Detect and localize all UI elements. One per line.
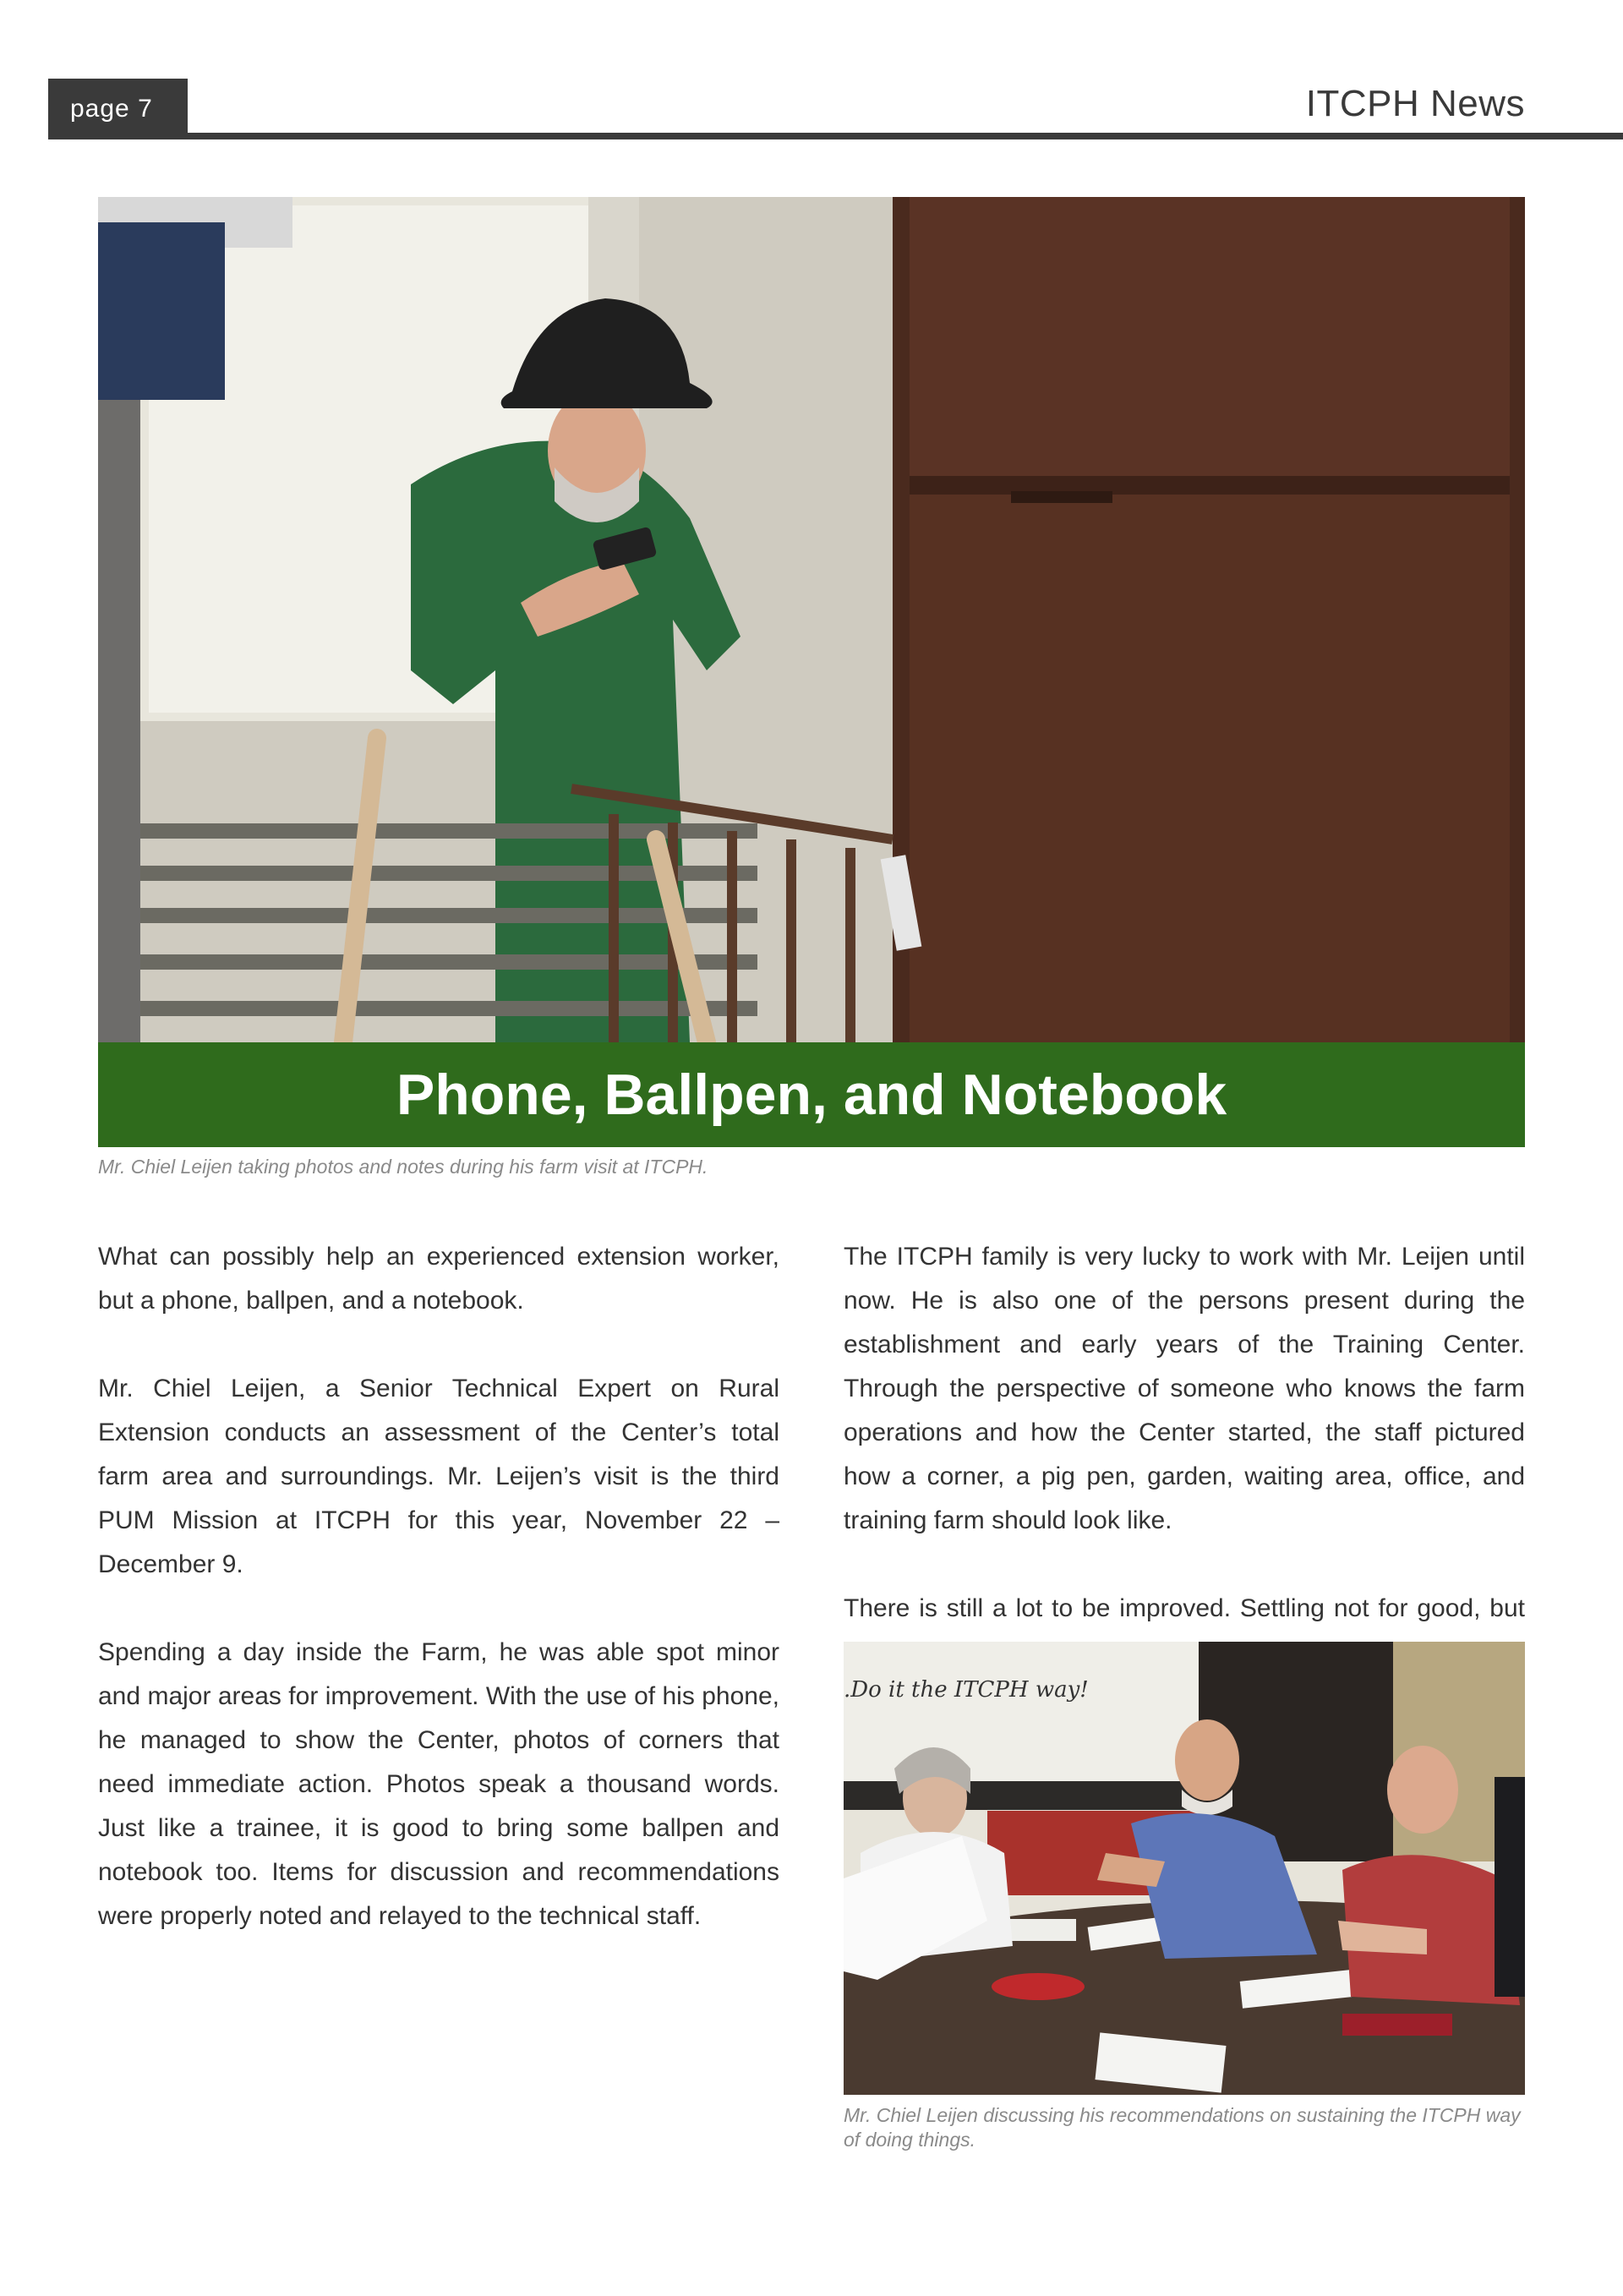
article-left-column bbox=[98, 1235, 779, 1982]
article-paragraph: Mr. Chiel Leijen, a Senior Technical Expert on Rural Extension conducts an assessment of the Center’s total farm area and surroundings. Mr. Leijen’s visit is the third PUM Mission at ITCPH for this year, November 22 – December 9. bbox=[98, 1375, 779, 1578]
article-paragraph: Spending a day inside the Farm, he was able spot minor and major areas for improvement. With the use of his phone, he managed to show the Center, photos of corners that need immediate action. Photos speak a thousand words. Just like a trainee, it is good to bring some ballpen and notebook too. Items for discussion and recommendations were properly noted and relayed to the technical staff. bbox=[98, 1638, 779, 1930]
article-paragraph: The ITCPH family is very lucky to work with Mr. Leijen until now. He is also one of the persons present during the establishment and early years of the Training Center. Through the perspective of someone who knows the farm operations and how the Center started, the staff pictured how a corner, a pig pen, garden, waiting area, office, and training farm should look like. bbox=[844, 1243, 1525, 1534]
header-rule bbox=[188, 133, 1623, 139]
page-number-tab: page 7 bbox=[48, 79, 188, 139]
article-paragraph: There is still a lot to be improved. Settling not for good, but bbox=[844, 1594, 1525, 1622]
hero-photo-caption: Mr. Chiel Leijen taking photos and notes during his farm visit at ITCPH. bbox=[98, 1156, 708, 1178]
article-paragraph: What can possibly help an experienced extension worker, but a phone, ballpen, and a notebook. bbox=[98, 1243, 779, 1315]
hero-photo bbox=[98, 197, 1525, 1042]
meeting-photo bbox=[844, 1642, 1525, 2095]
wall-slogan: .Do it the ITCPH way! bbox=[844, 1677, 1089, 1703]
meeting-photo-caption: Mr. Chiel Leijen discussing his recommendations on sustaining the ITCPH way of doing things. bbox=[844, 2104, 1521, 2151]
article-title: Phone, Ballpen, and Notebook bbox=[98, 1042, 1525, 1147]
publication-name: ITCPH News bbox=[1305, 83, 1525, 124]
